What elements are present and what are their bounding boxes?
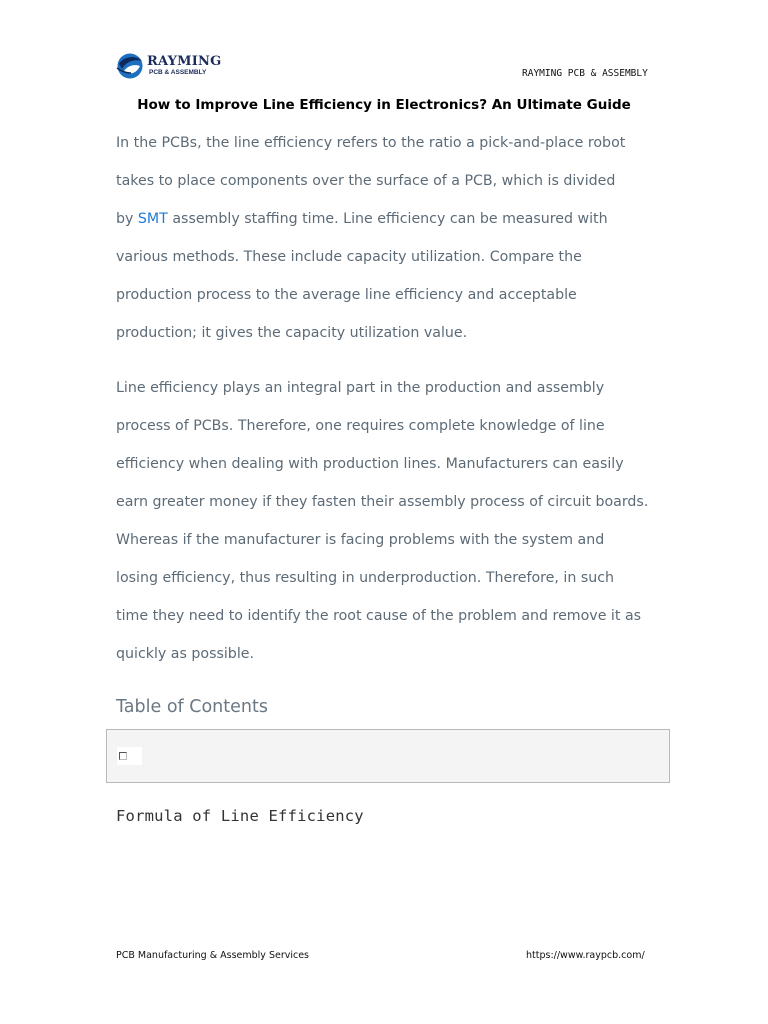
smt-link[interactable]: SMT (137, 211, 168, 227)
toc-heading: Table of Contents (116, 697, 268, 717)
intro-paragraph (116, 124, 661, 352)
logo-tagline: PCB & ASSEMBLY (149, 69, 207, 76)
toc-toggle-icon (119, 752, 127, 760)
paragraph-line: process of PCBs. Therefore, one requires complete knowledge of line (116, 418, 605, 434)
paragraph-line: efficiency when dealing with production lines. Manufacturers can easily (116, 456, 624, 472)
header-company-name: RAYMING PCB & ASSEMBLY (522, 68, 648, 79)
paragraph-line: Line efficiency plays an integral part in the production and assembly (116, 380, 605, 396)
section-heading: Formula of Line Efficiency (116, 807, 364, 825)
paragraph-line: production process to the average line efficiency and acceptable (116, 287, 577, 303)
paragraph-line: various methods. These include capacity utilization. Compare the (116, 249, 582, 265)
text-segment: by (116, 211, 138, 227)
paragraph-line: In the PCBs, the line efficiency refers to the ratio a pick-and-place robot (116, 135, 626, 151)
footer-services: PCB Manufacturing & Assembly Services (116, 950, 310, 961)
logo-swirl-icon (115, 51, 145, 81)
logo-name: RAYMING (147, 54, 222, 69)
footer-url[interactable]: https://www.raypcb.com/ (526, 950, 645, 961)
paragraph-line: time they need to identify the root cause of the problem and remove it as (116, 608, 642, 624)
paragraph-line (116, 200, 661, 238)
paragraph-line: quickly as possible. (116, 646, 254, 662)
document-title: How to Improve Line Efficiency in Electronics? An Ultimate Guide (137, 97, 631, 113)
toc-toggle[interactable] (117, 747, 142, 765)
paragraph-line: takes to place components over the surface of a PCB, which is divided (116, 173, 616, 189)
toc-container (106, 729, 670, 783)
rayming-logo (115, 51, 225, 81)
paragraph-line: earn greater money if they fasten their assembly process of circuit boards. (116, 494, 649, 510)
paragraph-line: production; it gives the capacity utilization value. (116, 325, 468, 341)
text-segment: assembly staffing time. Line efficiency can be measured with (167, 211, 608, 227)
paragraph-line: losing efficiency, thus resulting in underproduction. Therefore, in such (116, 570, 615, 586)
body-paragraph (116, 369, 661, 673)
paragraph-line: Whereas if the manufacturer is facing problems with the system and (116, 532, 605, 548)
